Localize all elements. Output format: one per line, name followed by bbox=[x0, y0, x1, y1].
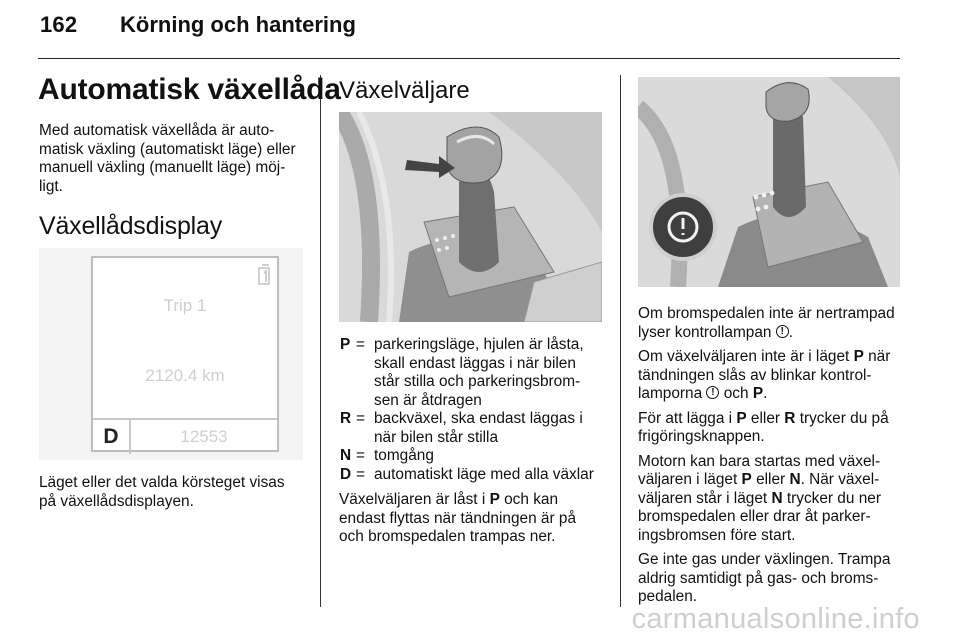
column-divider-right bbox=[620, 75, 621, 607]
text-run: trycker du på bbox=[795, 409, 889, 427]
ignition-para-line bbox=[638, 348, 910, 367]
caption-line: Läget eller det valda körsteget visas bbox=[39, 474, 285, 491]
intro-line: Med automatisk växellåda är auto- bbox=[39, 122, 275, 139]
display-heading: Växellådsdisplay bbox=[39, 212, 223, 240]
gear-position-item bbox=[340, 466, 606, 485]
intro-line: matisk växling (automatiskt läge) eller bbox=[39, 140, 296, 158]
shift-release-image bbox=[638, 77, 900, 287]
text-run: och bbox=[719, 385, 753, 402]
throttle-para-line: pedalen. bbox=[638, 588, 698, 605]
text-run: För att lägga i bbox=[638, 409, 737, 427]
brake-warning-icon bbox=[706, 386, 719, 399]
text-run-bold: P bbox=[752, 385, 764, 402]
text-run: väljaren i läget bbox=[638, 471, 742, 488]
gear-position-item bbox=[340, 410, 606, 447]
gear-key: N bbox=[340, 447, 352, 464]
lock-paragraph bbox=[339, 491, 609, 547]
gear-key: P bbox=[340, 336, 351, 353]
trip-label: Trip 1 bbox=[163, 296, 207, 315]
brake-para-line: Om bromspedalen inte är nertrampad bbox=[638, 305, 895, 322]
gear-eq: = bbox=[356, 447, 365, 464]
odometer: 12553 bbox=[180, 427, 228, 446]
text-run-bold: P bbox=[741, 471, 752, 488]
gear-desc-line: parkeringsläge, hjulen är låsta, bbox=[374, 336, 584, 353]
header-rule bbox=[38, 58, 900, 59]
intro-line: ligt. bbox=[39, 177, 63, 195]
ignition-para-line: tändningen slås av blinkar kontrol- bbox=[638, 366, 872, 384]
gear-lever-image bbox=[339, 112, 602, 322]
text-run: Om växelväljaren inte är i läget bbox=[638, 348, 854, 365]
section-title: Automatisk växellåda bbox=[38, 73, 341, 106]
display-caption bbox=[39, 474, 319, 511]
display-frame bbox=[91, 256, 279, 452]
lock-line: och bromspedalen trampas ner. bbox=[339, 528, 556, 545]
text-run: när bbox=[863, 348, 891, 365]
gear-eq: = bbox=[356, 465, 365, 483]
start-para-line: Motorn kan bara startas med växel- bbox=[638, 452, 881, 470]
gear-eq: = bbox=[356, 410, 365, 427]
ignition-para-line bbox=[638, 385, 910, 404]
lock-line bbox=[339, 491, 609, 510]
throttle-para-line: aldrig samtidigt på gas- och broms- bbox=[638, 569, 879, 587]
release-para-line: frigöringsknappen. bbox=[638, 428, 765, 445]
text-run-bold: P bbox=[489, 491, 500, 508]
gear-desc-line: står stilla och parkeringsbrom- bbox=[374, 373, 581, 390]
gear-desc-line: skall endast läggas i när bilen bbox=[374, 354, 576, 372]
text-run: lamporna bbox=[638, 385, 707, 402]
watermark: carmanualsonline.info bbox=[631, 603, 920, 635]
text-run: eller bbox=[751, 471, 790, 488]
gear-key: D bbox=[340, 465, 352, 483]
text-run: . bbox=[788, 323, 794, 341]
gear-desc-line: backväxel, ska endast läggas i bbox=[374, 410, 583, 427]
battery-gauge-icon bbox=[257, 264, 273, 286]
lock-line: endast flyttas när tändningen är på bbox=[339, 509, 577, 527]
start-para-line bbox=[638, 490, 910, 509]
right-text bbox=[638, 305, 910, 607]
text-run-bold: R bbox=[784, 409, 796, 427]
start-para-line bbox=[638, 471, 910, 490]
text-run: . När växel- bbox=[800, 471, 880, 488]
release-para-line bbox=[638, 410, 910, 429]
gear-position-item bbox=[340, 336, 606, 410]
brake-warning-icon bbox=[776, 325, 789, 338]
text-run: och kan bbox=[499, 491, 559, 508]
gear-desc-line: när bilen står stilla bbox=[374, 428, 499, 446]
gear-desc-line: automatiskt läge med alla växlar bbox=[374, 465, 594, 483]
trip-distance: 2120.4 km bbox=[145, 366, 225, 385]
text-run-bold: N bbox=[771, 489, 783, 507]
column-divider-left bbox=[320, 75, 321, 607]
selector-title: Växelväljare bbox=[339, 77, 470, 104]
gear-positions-list bbox=[340, 336, 606, 484]
start-para-line: ingsbromsen före start. bbox=[638, 526, 796, 544]
gear-eq: = bbox=[356, 336, 365, 353]
text-run-bold: N bbox=[789, 471, 801, 488]
gear-position-item bbox=[340, 447, 606, 466]
gear-desc-line: sen är åtdragen bbox=[374, 391, 482, 409]
intro-line: manuell växling (manuellt läge) möj- bbox=[39, 159, 286, 176]
text-run: eller bbox=[746, 409, 785, 427]
selector-lever-photo bbox=[339, 112, 602, 322]
brake-para-line bbox=[638, 324, 910, 343]
text-run: lyser kontrollampan bbox=[638, 323, 776, 341]
text-run: . bbox=[763, 385, 768, 402]
text-run-bold: P bbox=[736, 409, 747, 427]
text-run-bold: P bbox=[853, 348, 864, 365]
gear-desc-line: tomgång bbox=[374, 447, 434, 464]
display-bottom-row bbox=[93, 418, 277, 454]
intro-paragraph bbox=[39, 122, 319, 196]
chapter-title: Körning och hantering bbox=[120, 12, 356, 37]
brake-indicator-photo bbox=[638, 77, 900, 287]
text-run: trycker du ner bbox=[782, 489, 881, 507]
gear-key: R bbox=[340, 410, 352, 427]
transmission-display-illustration bbox=[39, 248, 303, 460]
gear-indicator: D bbox=[93, 420, 131, 454]
caption-line: på växellådsdisplayen. bbox=[39, 492, 194, 510]
start-para-line: bromspedalen eller drar åt parker- bbox=[638, 508, 871, 525]
page-number: 162 bbox=[40, 12, 78, 37]
text-run: Växelväljaren är låst i bbox=[339, 491, 490, 508]
text-run: väljaren står i läget bbox=[638, 489, 772, 507]
throttle-para-line: Ge inte gas under växlingen. Trampa bbox=[638, 551, 891, 568]
